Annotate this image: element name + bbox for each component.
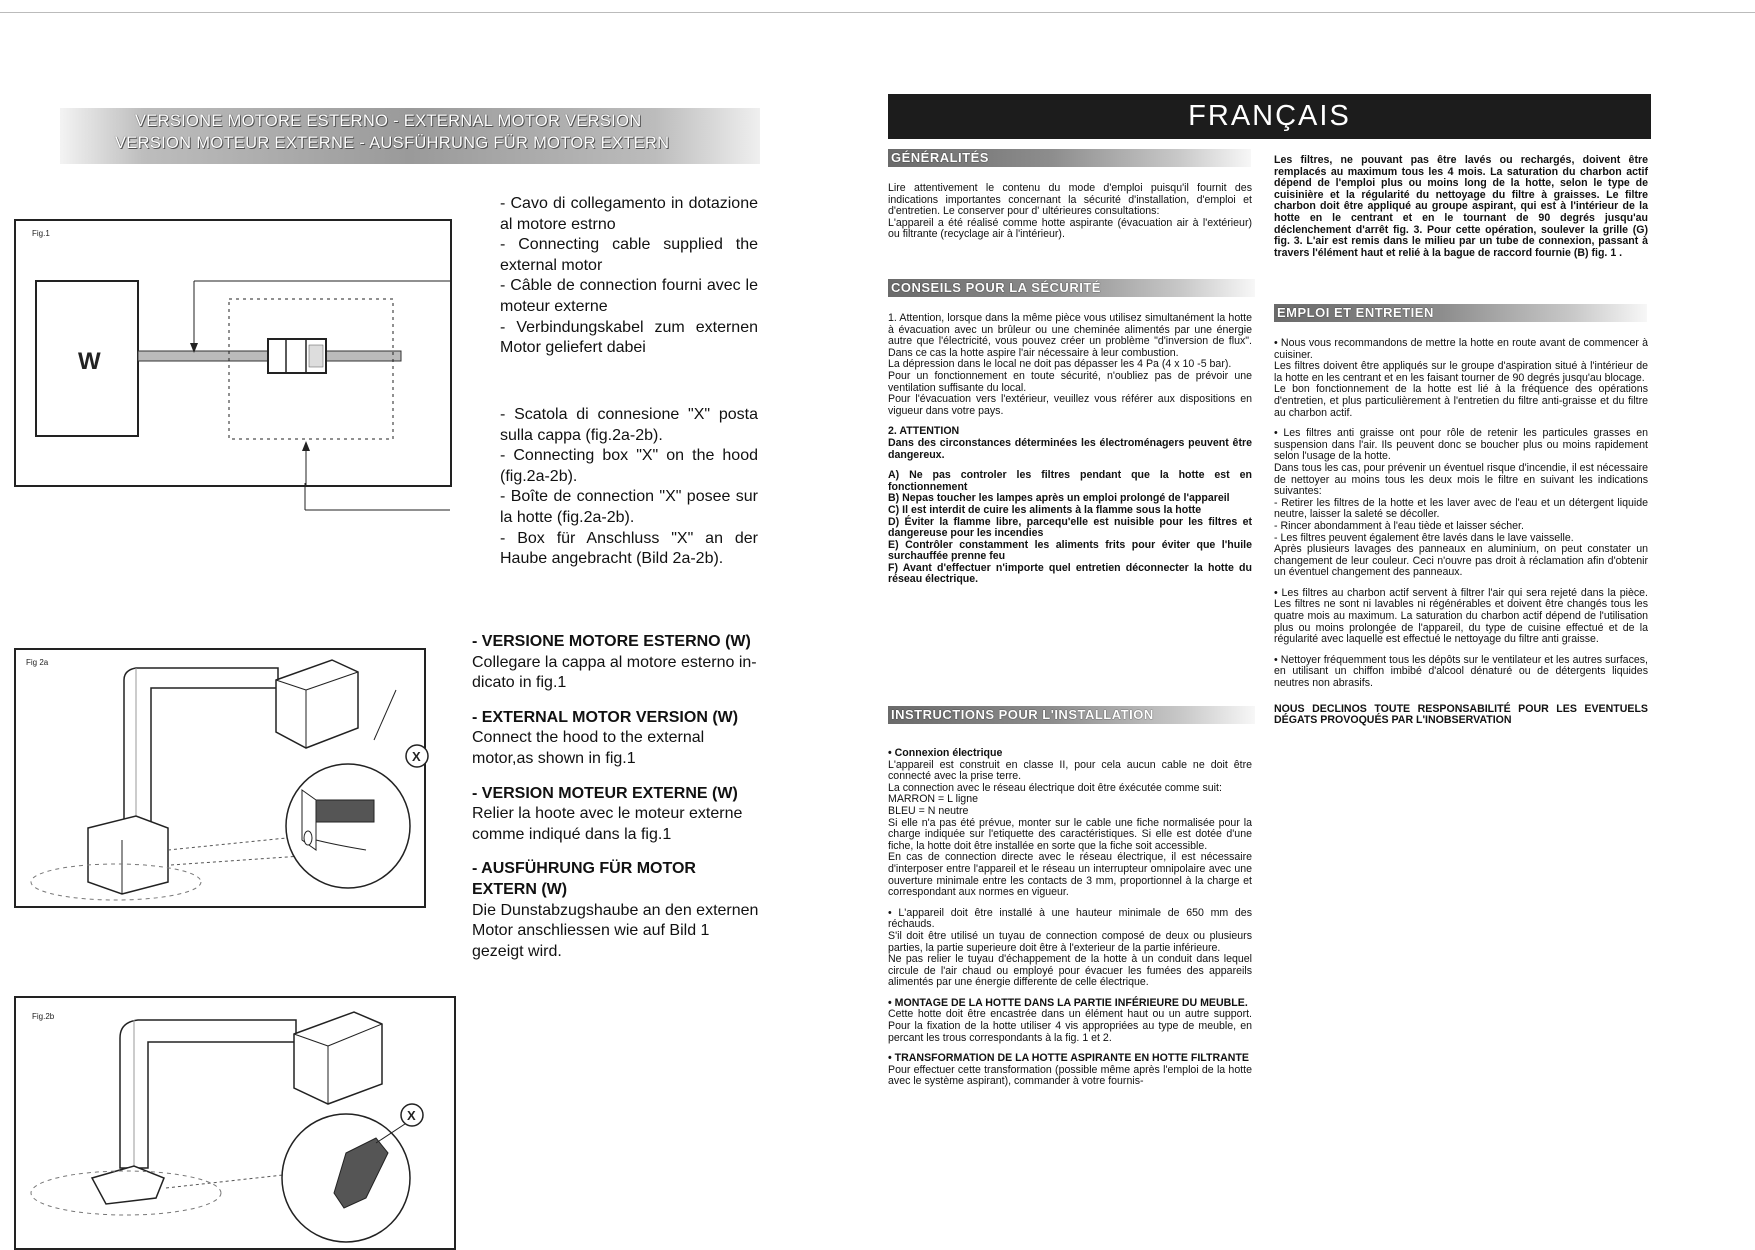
conseils-paragraph-1: 1. Attention, lorsque dans la même pièce vous utilisez simultanément la hotte à évacuation avec un brûleur ou une cheminée alimentés par une énergie autre que l'électricité, vous pouvez créer un problème "d'inversion de flux". Dans ce cas la hotte aspire l'air nécessaire à leur combustion. La dépression dans le local ne doit pas dépasser les 4 Pa (4 x 10 -5 bar). Pour un fonctionnement en toute sécurité, n'oubliez pas de prévoir une ventilation suffisante du local. Pour l'évacuation vers l'extérieur, veuillez vous référer aux dispositions en vigueur dans votre pays. xyxy=(888,312,1252,417)
figure-2b-drawing xyxy=(16,998,454,1248)
conseils-paragraph-3: A) Ne pas controler les filtres pendant que la hotte est en fonctionnement B) Nepas toucher les lampes après un emploi prolongé de l'appareil C) Il est interdit de cuire les aliments à la flamme sous la hotte D) Éviter la flamme libre, parcequ'elle est nuisible pour les filtres et dangereuse pour les incendies E) Contrôler constamment les aliments frits pour éviter que l'huile surchauffée prenne feu F) Avant d'effectuer n'importe quel entretien déconnecter la hotte du réseau électrique. xyxy=(888,469,1252,586)
figure-2a-label: Fig 2a xyxy=(26,658,49,667)
conseils-paragraph-2: 2. ATTENTION Dans des circonstances déterminées les électroménagers peuvent être dangereux. xyxy=(888,425,1252,461)
version-fr xyxy=(472,784,762,846)
installation-transform-text: Pour effectuer cette transformation (possible même après l'emploi de la hotte avec le système aspirant), commander à votre fournis- xyxy=(888,1063,1252,1088)
generalites-text: Lire attentivement le contenu du mode d'emploi puisqu'il fournit des indications importantes concernant la sécurité d'installation, d'emploi et d'entretien. Le conserver pour d' ultérieures consultations: L'appareil a été réalisé comme hotte aspirante (évacuation air à l'extérieur) ou filtrante (recyclage air à l'intérieur). xyxy=(888,182,1252,241)
version-de-body: Die Dunstabzugshaube an den externen Motor anschliessen wie auf Bild 1 gezeigt wird. xyxy=(472,901,759,960)
installation-mounting-title: • MONTAGE DE LA HOTTE DANS LA PARTIE INFÉRIEURE DU MEUBLE. xyxy=(888,996,1248,1009)
section-generalites-heading: GÉNÉRALITÉS xyxy=(888,149,1251,167)
emploi-paragraph-1: • Nous vous recommandons de mettre la hotte en route avant de commencer à cuisiner. Les filtres doivent être appliqués sur le groupe d'aspiration situé à l'intérieur de la hotte en les centrant et en les faisant tourner de 90 degrés jusqu'au blocage. Le bon fonctionnement de la hotte est lié à la fréquence des opérations d'entretien, et plus particulièrement à l'entretien du filtre anti-graisse et du filtre au charbon actif. xyxy=(1274,337,1648,419)
figure-2b xyxy=(14,996,456,1250)
section-conseils xyxy=(888,313,1252,595)
installation-electric-title: • Connexion électrique xyxy=(888,747,1003,759)
section-conseils-heading: CONSEILS POUR LA SÉCURITÉ xyxy=(888,279,1255,297)
francais-title: FRANÇAIS xyxy=(1188,100,1351,132)
version-it xyxy=(472,632,762,694)
section-emploi xyxy=(1274,338,1648,736)
version-de xyxy=(472,859,762,962)
version-fr-title: - VERSION MOTEUR EXTERNE (W) xyxy=(472,784,738,802)
version-de-title: - AUSFÜHRUNG FÜR MOTOR EXTERN (W) xyxy=(472,860,696,898)
figure-1 xyxy=(14,219,452,487)
version-it-body: Collegare la cappa al motore esterno in-dicato in fig.1 xyxy=(472,653,757,692)
section-installation-heading: INSTRUCTIONS POUR L'INSTALLATION xyxy=(888,706,1255,724)
filters-intro-text: Les filtres, ne pouvant pas être lavés ou rechargés, doivent être remplacés au maximum tous les 4 mois. La saturation du charbon actif dépend de l'emploi plus ou moins long de la hotte, selon le type de cuisinière et la régularité du nettoyage du filtre à graisses. Le filtre charbon doit être appliqué au groupe aspirant, qui est à l'intérieur de la hotte en le centrant et en le tournant de 90 degrés jusqu'au déclenchement d'arrêt fig. 3. Pour cette opération, soulever la grille (G) fig. 3. L'air est remis dans le milieu par un tube de connexion, passant à travers l'élément haut et relié à la bague de raccord fournie (B) fig. 1 . xyxy=(1274,154,1648,259)
section-generalites xyxy=(888,183,1252,250)
installation-mounting-text: Cette hotte doit être encastrée dans un élément haut ou un autre support. Pour la fixation de la hotte utiliser 4 vis appropriées au type de meuble, en percant les trous correspondants à la fig. 1 et 2. xyxy=(888,1008,1252,1044)
connection-box-description: - Scatola di connesione "X" posta sulla cappa (fig.2a-2b). - Connecting box "X" on the hood (fig.2a-2b). - Boîte de connection "X" posee sur la hotte (fig.2a-2b). - Box für Anschluss "X" an der Haube angebracht (Bild 2a-2b). xyxy=(500,406,758,568)
filters-intro xyxy=(1274,155,1648,268)
installation-height-text: • L'appareil doit être installé à une hauteur minimale de 650 mm des réchauds. S'il doit être utilisé un tuyau de connection composé de deux ou plusieurs parties, la partie superieure doit être à l'exterieur de la partie inférieure. Ne pas relier le tuyau d'échappement de la hotte à un conduit dans lequel circule de l'air chaud ou employé pour évacuer les fumées des appareils alimentés par une énergie differente de celle électrique. xyxy=(888,906,1252,989)
section-emploi-heading: EMPLOI ET ENTRETIEN xyxy=(1274,304,1647,322)
cable-description: - Cavo di collegamento in dotazione al motore estrno - Connecting cable supplied the external motor - Câble de connection fourni avec le moteur externe - Verbindungskabel zum externen Motor geliefert dabei xyxy=(500,195,758,357)
page-top-rule xyxy=(0,12,1755,13)
fig2b-callout-letter: X xyxy=(407,1108,416,1123)
motor-letter: W xyxy=(78,348,101,375)
fig2a-callout xyxy=(400,740,434,774)
emploi-paragraph-3: • Les filtres au charbon actif servent à filtrer l'air qui sera rejeté dans la pièce. Les filtres ne sont ni lavables ni régénérables et doivent être changés tous les quatre mois au maximum. La saturation du charbon actif dépend de l'utilisation plus ou moins prolongée de l'appareil, du type de cuisine effectué et de la régularité avec laquelle est effectué le nettoyage du filtre anti graisse. xyxy=(1274,586,1648,646)
fig1-leader-line xyxy=(290,480,450,512)
francais-title-bar xyxy=(888,94,1651,139)
versions-block xyxy=(472,632,762,962)
version-en-body: Connect the hood to the external motor,as shown in fig.1 xyxy=(472,729,705,767)
figure-1-label: Fig.1 xyxy=(32,229,50,238)
figure-2a xyxy=(14,648,426,908)
figure-1-drawing xyxy=(16,221,450,485)
emploi-paragraph-4: • Nettoyer fréquemment tous les dépôts sur le ventilateur et les autres surfaces, en utilisant un chiffon imbibé d'alcool dénaturé ou de détergents liquides neutres non abrasifs. xyxy=(1274,653,1648,690)
version-it-title: - VERSIONE MOTORE ESTERNO (W) xyxy=(472,633,751,650)
fig2a-callout-letter: X xyxy=(412,749,421,764)
emploi-paragraph-2: • Les filtres anti graisse ont pour rôle de retenir les particules grasses en suspension dans l'air. Ils peuvent donc se boucher plus ou moins rapidement selon l'usage de la hotte. Dans tous les cas, pour prévenir un éventuel risque d'incendie, il est nécessaire de nettoyer au moins tous les deux mois le filtre en suivant les indications suivantes: - Retirer les filtres de la hotte et les laver avec de l'eau et un détergent liquide neutre, laisser la saleté se décoller. - Rincer abondamment à l'eau tiède et laisser sécher. - Les filtres peuvent également être lavés dans le lave vaisselle. Après plusieurs lavages des panneaux en aluminium, on peut constater un changement de leur couleur. Ceci n'ouvre pas droit à réclamation afin d'obtenir un éventuel changement des panneaux. xyxy=(1274,427,1648,579)
version-fr-body: Relier la hoote avec le moteur externe comme indiqué dans la fig.1 xyxy=(472,805,743,843)
figure-2a-drawing xyxy=(16,650,424,906)
version-en-title: - EXTERNAL MOTOR VERSION (W) xyxy=(472,708,739,726)
banner-line-1: VERSIONE MOTORE ESTERNO - EXTERNAL MOTOR VERSION xyxy=(135,112,642,130)
external-motor-banner xyxy=(60,108,760,164)
version-en xyxy=(472,708,762,770)
installation-electric-text: L'appareil est construit en classe II, pour cela aucun cable ne doit être connecté avec la prise terre. La connection avec le réseau électrique doit être éxécutée comme suit: MARRON = L ligne BLEU = N neutre Si elle n'a pas été prévue, monter sur le cable une fiche normalisée pour la charge indiquée sur l'etiquette des caractéristiques. Si elle est dotée d'une fiche, la hotte doit être installée en sorte que la fiche soit accessible. En cas de connection directe avec le réseau électrique, il est nécessaire d'interposer entre l'appareil et le réseau un interrupteur omnipolaire avec une ouverture minimale entre les contacts de 3 mm, proportionnel à la charge et correspondant aux normes en vigueur. xyxy=(888,758,1252,899)
banner-line-2: VERSION MOTEUR EXTERNE - AUSFÜHRUNG FÜR MOTOR EXTERN xyxy=(115,134,670,152)
disclaimer: NOUS DECLINOS TOUTE RESPONSABILITÉ POUR LES EVENTUELS DÉGATS PROVOQUÉS PAR L'INOBSERVATION xyxy=(1274,702,1648,727)
figure-2b-label: Fig.2b xyxy=(32,1012,55,1021)
fig2b-callout xyxy=(397,1100,427,1130)
installation-transform-title: • TRANSFORMATION DE LA HOTTE ASPIRANTE EN HOTTE FILTRANTE xyxy=(888,1052,1249,1065)
section-installation xyxy=(888,748,1252,1097)
